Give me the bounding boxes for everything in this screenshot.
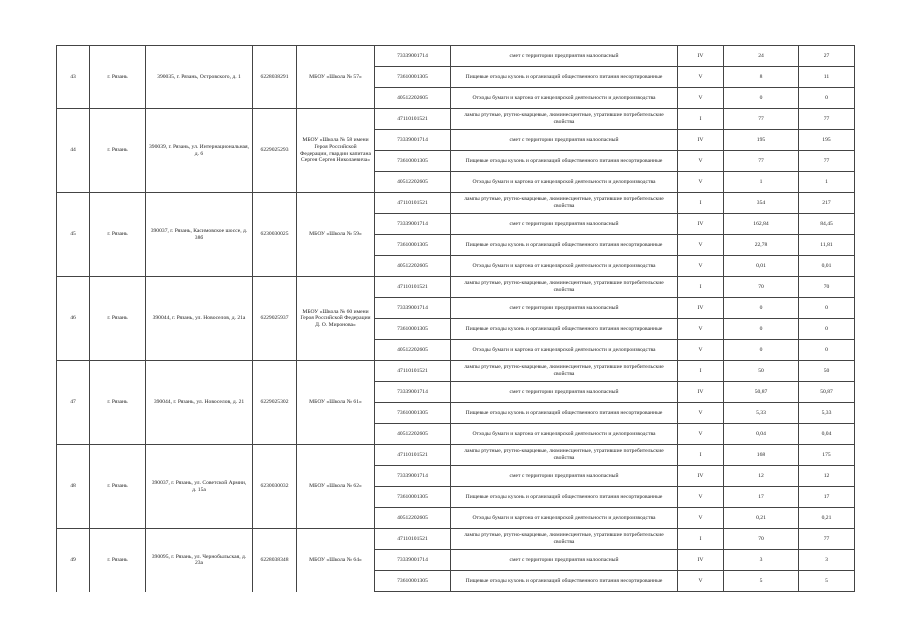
fkko-code-cell: 47110101521 bbox=[375, 529, 451, 550]
waste-name-cell: смет с территории предприятия малоопасный bbox=[451, 466, 678, 487]
amount-generated-cell: 5 bbox=[724, 571, 799, 592]
city-cell: г. Рязань bbox=[90, 193, 146, 277]
amount-generated-cell: 77 bbox=[724, 151, 799, 172]
amount-generated-cell: 3 bbox=[724, 550, 799, 571]
hazard-class-cell: V bbox=[678, 319, 724, 340]
amount-transferred-cell: 12 bbox=[799, 466, 855, 487]
hazard-class-cell: I bbox=[678, 193, 724, 214]
amount-transferred-cell: 17 bbox=[799, 487, 855, 508]
fkko-code-cell: 73339001714 bbox=[375, 46, 451, 67]
waste-name-cell: Отходы бумаги и картона от канцелярской деятельности и делопроизводства bbox=[451, 508, 678, 529]
organization-cell: МБОУ «Школа № 61» bbox=[297, 361, 375, 445]
waste-name-cell: Отходы бумаги и картона от канцелярской деятельности и делопроизводства bbox=[451, 424, 678, 445]
city-cell: г. Рязань bbox=[90, 277, 146, 361]
waste-name-cell: Отходы бумаги и картона от канцелярской деятельности и делопроизводства bbox=[451, 172, 678, 193]
amount-transferred-cell: 3 bbox=[799, 550, 855, 571]
fkko-code-cell: 73339001714 bbox=[375, 214, 451, 235]
page-cut-edge bbox=[56, 594, 854, 595]
inn-cell: 6229025293 bbox=[253, 109, 297, 193]
hazard-class-cell: V bbox=[678, 487, 724, 508]
fkko-code-cell: 40512202605 bbox=[375, 256, 451, 277]
address-cell: 390039, г. Рязань, ул. Интернациональная, д. 6 bbox=[146, 109, 253, 193]
waste-name-cell: смет с территории предприятия малоопасный bbox=[451, 46, 678, 67]
waste-name-cell: Отходы бумаги и картона от канцелярской деятельности и делопроизводства bbox=[451, 88, 678, 109]
fkko-code-cell: 47110101521 bbox=[375, 361, 451, 382]
waste-name-cell: Пищевые отходы кухонь и организаций общественного питания несортированные bbox=[451, 571, 678, 592]
amount-generated-cell: 50,87 bbox=[724, 382, 799, 403]
amount-transferred-cell: 77 bbox=[799, 529, 855, 550]
waste-name-cell: смет с территории предприятия малоопасный bbox=[451, 214, 678, 235]
fkko-code-cell: 73610001305 bbox=[375, 487, 451, 508]
waste-name-cell: Отходы бумаги и картона от канцелярской деятельности и делопроизводства bbox=[451, 340, 678, 361]
table-row bbox=[57, 361, 855, 382]
city-cell: г. Рязань bbox=[90, 109, 146, 193]
address-cell: 390044, г. Рязань, ул. Новоселов, д. 21 bbox=[146, 361, 253, 445]
hazard-class-cell: IV bbox=[678, 130, 724, 151]
hazard-class-cell: I bbox=[678, 445, 724, 466]
hazard-class-cell: IV bbox=[678, 298, 724, 319]
hazard-class-cell: IV bbox=[678, 550, 724, 571]
hazard-class-cell: I bbox=[678, 529, 724, 550]
table-row bbox=[57, 46, 855, 67]
amount-generated-cell: 70 bbox=[724, 277, 799, 298]
amount-transferred-cell: 77 bbox=[799, 109, 855, 130]
address-cell: 390095, г. Рязань, ул. Чернобыльская, д. 23а bbox=[146, 529, 253, 592]
hazard-class-cell: V bbox=[678, 67, 724, 88]
amount-transferred-cell: 27 bbox=[799, 46, 855, 67]
waste-name-cell: лампы ртутные, ртутно-кварцевые, люминесцентные, утратившие потребительские свойства bbox=[451, 361, 678, 382]
waste-name-cell: Пищевые отходы кухонь и организаций общественного питания несортированные bbox=[451, 151, 678, 172]
fkko-code-cell: 73610001305 bbox=[375, 403, 451, 424]
table-row bbox=[57, 529, 855, 550]
organization-cell: МБОУ «Школа № 58 имени Героя Российской Федерации, гвардии капитана Сергея Сергея Николаевича» bbox=[297, 109, 375, 193]
amount-generated-cell: 0,01 bbox=[724, 256, 799, 277]
hazard-class-cell: V bbox=[678, 235, 724, 256]
fkko-code-cell: 73339001714 bbox=[375, 466, 451, 487]
amount-transferred-cell: 195 bbox=[799, 130, 855, 151]
table-row bbox=[57, 193, 855, 214]
inn-cell: 6230030025 bbox=[253, 193, 297, 277]
hazard-class-cell: IV bbox=[678, 214, 724, 235]
amount-generated-cell: 22,78 bbox=[724, 235, 799, 256]
hazard-class-cell: V bbox=[678, 571, 724, 592]
amount-generated-cell: 0,21 bbox=[724, 508, 799, 529]
amount-generated-cell: 0 bbox=[724, 319, 799, 340]
amount-generated-cell: 5,33 bbox=[724, 403, 799, 424]
waste-name-cell: Пищевые отходы кухонь и организаций общественного питания несортированные bbox=[451, 487, 678, 508]
amount-transferred-cell: 77 bbox=[799, 151, 855, 172]
amount-generated-cell: 50 bbox=[724, 361, 799, 382]
waste-name-cell: смет с территории предприятия малоопасный bbox=[451, 382, 678, 403]
hazard-class-cell: V bbox=[678, 508, 724, 529]
amount-transferred-cell: 0,01 bbox=[799, 256, 855, 277]
row-number: 44 bbox=[57, 109, 90, 193]
amount-generated-cell: 0 bbox=[724, 88, 799, 109]
waste-name-cell: Отходы бумаги и картона от канцелярской деятельности и делопроизводства bbox=[451, 256, 678, 277]
hazard-class-cell: V bbox=[678, 172, 724, 193]
address-cell: 390035, г. Рязань, Островского, д. 1 bbox=[146, 46, 253, 109]
row-number: 47 bbox=[57, 361, 90, 445]
amount-transferred-cell: 70 bbox=[799, 277, 855, 298]
table-row bbox=[57, 109, 855, 130]
hazard-class-cell: V bbox=[678, 424, 724, 445]
amount-generated-cell: 0 bbox=[724, 298, 799, 319]
row-number: 48 bbox=[57, 445, 90, 529]
amount-transferred-cell: 84,45 bbox=[799, 214, 855, 235]
waste-name-cell: лампы ртутные, ртутно-кварцевые, люминесцентные, утратившие потребительские свойства bbox=[451, 529, 678, 550]
amount-transferred-cell: 0,21 bbox=[799, 508, 855, 529]
amount-generated-cell: 195 bbox=[724, 130, 799, 151]
fkko-code-cell: 40512202605 bbox=[375, 424, 451, 445]
amount-generated-cell: 12 bbox=[724, 466, 799, 487]
hazard-class-cell: V bbox=[678, 151, 724, 172]
hazard-class-cell: V bbox=[678, 403, 724, 424]
waste-name-cell: Пищевые отходы кухонь и организаций общественного питания несортированные bbox=[451, 235, 678, 256]
row-number: 45 bbox=[57, 193, 90, 277]
amount-generated-cell: 17 bbox=[724, 487, 799, 508]
hazard-class-cell: IV bbox=[678, 382, 724, 403]
amount-transferred-cell: 175 bbox=[799, 445, 855, 466]
fkko-code-cell: 47110101521 bbox=[375, 193, 451, 214]
amount-generated-cell: 0 bbox=[724, 340, 799, 361]
amount-generated-cell: 1 bbox=[724, 172, 799, 193]
amount-transferred-cell: 0 bbox=[799, 319, 855, 340]
fkko-code-cell: 73610001305 bbox=[375, 67, 451, 88]
row-number: 43 bbox=[57, 46, 90, 109]
address-cell: 390037, г. Рязань, Касимовское шоссе, д. 38б bbox=[146, 193, 253, 277]
hazard-class-cell: I bbox=[678, 361, 724, 382]
inn-cell: 6228038291 bbox=[253, 46, 297, 109]
hazard-class-cell: V bbox=[678, 88, 724, 109]
amount-transferred-cell: 0 bbox=[799, 88, 855, 109]
waste-name-cell: лампы ртутные, ртутно-кварцевые, люминесцентные, утратившие потребительские свойства bbox=[451, 193, 678, 214]
inn-cell: 6230030032 bbox=[253, 445, 297, 529]
hazard-class-cell: IV bbox=[678, 46, 724, 67]
waste-name-cell: лампы ртутные, ртутно-кварцевые, люминесцентные, утратившие потребительские свойства bbox=[451, 277, 678, 298]
waste-name-cell: смет с территории предприятия малоопасный bbox=[451, 130, 678, 151]
inn-cell: 6229025937 bbox=[253, 277, 297, 361]
inn-cell: 6228038348 bbox=[253, 529, 297, 592]
hazard-class-cell: V bbox=[678, 340, 724, 361]
waste-name-cell: лампы ртутные, ртутно-кварцевые, люминесцентные, утратившие потребительские свойства bbox=[451, 109, 678, 130]
waste-name-cell: смет с территории предприятия малоопасный bbox=[451, 298, 678, 319]
fkko-code-cell: 73339001714 bbox=[375, 382, 451, 403]
waste-registry-table bbox=[56, 45, 855, 592]
waste-name-cell: смет с территории предприятия малоопасный bbox=[451, 550, 678, 571]
fkko-code-cell: 47110101521 bbox=[375, 277, 451, 298]
amount-transferred-cell: 0 bbox=[799, 340, 855, 361]
fkko-code-cell: 73339001714 bbox=[375, 298, 451, 319]
amount-generated-cell: 77 bbox=[724, 109, 799, 130]
city-cell: г. Рязань bbox=[90, 445, 146, 529]
amount-generated-cell: 0,04 bbox=[724, 424, 799, 445]
amount-transferred-cell: 1 bbox=[799, 172, 855, 193]
address-cell: 390037, г. Рязань, ул. Советской Армии, д. 15а bbox=[146, 445, 253, 529]
address-cell: 390044, г. Рязань, ул. Новоселов, д. 21а bbox=[146, 277, 253, 361]
fkko-code-cell: 40512202605 bbox=[375, 172, 451, 193]
amount-generated-cell: 8 bbox=[724, 67, 799, 88]
amount-transferred-cell: 50,87 bbox=[799, 382, 855, 403]
waste-name-cell: Пищевые отходы кухонь и организаций общественного питания несортированные bbox=[451, 403, 678, 424]
fkko-code-cell: 73610001305 bbox=[375, 235, 451, 256]
amount-transferred-cell: 0,04 bbox=[799, 424, 855, 445]
amount-transferred-cell: 217 bbox=[799, 193, 855, 214]
amount-transferred-cell: 11 bbox=[799, 67, 855, 88]
fkko-code-cell: 47110101521 bbox=[375, 445, 451, 466]
hazard-class-cell: I bbox=[678, 277, 724, 298]
waste-name-cell: лампы ртутные, ртутно-кварцевые, люминесцентные, утратившие потребительские свойства bbox=[451, 445, 678, 466]
city-cell: г. Рязань bbox=[90, 529, 146, 592]
city-cell: г. Рязань bbox=[90, 46, 146, 109]
organization-cell: МБОУ «Школа № 59» bbox=[297, 193, 375, 277]
organization-cell: МБОУ «Школа № 64» bbox=[297, 529, 375, 592]
hazard-class-cell: I bbox=[678, 109, 724, 130]
city-cell: г. Рязань bbox=[90, 361, 146, 445]
table-body bbox=[57, 46, 855, 592]
fkko-code-cell: 73339001714 bbox=[375, 550, 451, 571]
organization-cell: МБОУ «Школа № 60 имени Героя Российской Федерации Д. О. Миронова» bbox=[297, 277, 375, 361]
amount-generated-cell: 24 bbox=[724, 46, 799, 67]
amount-transferred-cell: 0 bbox=[799, 298, 855, 319]
hazard-class-cell: V bbox=[678, 256, 724, 277]
amount-generated-cell: 70 bbox=[724, 529, 799, 550]
fkko-code-cell: 40512202605 bbox=[375, 340, 451, 361]
fkko-code-cell: 40512202605 bbox=[375, 508, 451, 529]
amount-transferred-cell: 5,33 bbox=[799, 403, 855, 424]
waste-name-cell: Пищевые отходы кухонь и организаций общественного питания несортированные bbox=[451, 67, 678, 88]
organization-cell: МБОУ «Школа № 57» bbox=[297, 46, 375, 109]
hazard-class-cell: IV bbox=[678, 466, 724, 487]
fkko-code-cell: 73610001305 bbox=[375, 571, 451, 592]
fkko-code-cell: 73610001305 bbox=[375, 319, 451, 340]
amount-transferred-cell: 11,81 bbox=[799, 235, 855, 256]
fkko-code-cell: 73339001714 bbox=[375, 130, 451, 151]
inn-cell: 6229025302 bbox=[253, 361, 297, 445]
row-number: 49 bbox=[57, 529, 90, 592]
table-row bbox=[57, 445, 855, 466]
fkko-code-cell: 73610001305 bbox=[375, 151, 451, 172]
amount-transferred-cell: 50 bbox=[799, 361, 855, 382]
amount-generated-cell: 354 bbox=[724, 193, 799, 214]
waste-name-cell: Пищевые отходы кухонь и организаций общественного питания несортированные bbox=[451, 319, 678, 340]
organization-cell: МБОУ «Школа № 62» bbox=[297, 445, 375, 529]
amount-generated-cell: 162,84 bbox=[724, 214, 799, 235]
table-row bbox=[57, 277, 855, 298]
fkko-code-cell: 47110101521 bbox=[375, 109, 451, 130]
amount-generated-cell: 168 bbox=[724, 445, 799, 466]
amount-transferred-cell: 5 bbox=[799, 571, 855, 592]
fkko-code-cell: 40512202605 bbox=[375, 88, 451, 109]
row-number: 46 bbox=[57, 277, 90, 361]
